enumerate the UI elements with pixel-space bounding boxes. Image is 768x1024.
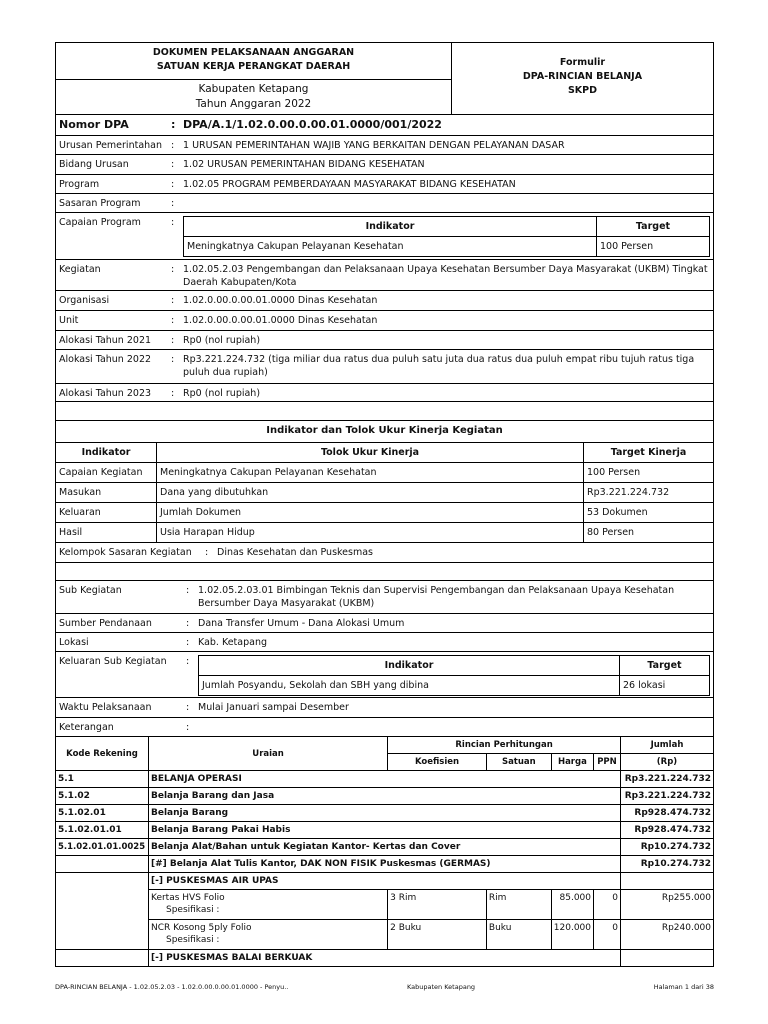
kinerja-indikator: Hasil (56, 523, 157, 543)
table-row (56, 463, 714, 483)
footer-page-number: Halaman 1 dari 38 (653, 983, 714, 991)
capaian-target: 100 Persen (597, 237, 710, 257)
kelompok-label: Kelompok Sasaran Kegiatan (59, 547, 192, 558)
keluaran-table (198, 655, 710, 696)
rek-uraian: Belanja Barang (148, 805, 620, 822)
keluaran-indikator: Jumlah Posyandu, Sekolah dan SBH yang dibina (199, 676, 620, 696)
table-row (56, 890, 714, 920)
sub-label: Sumber Pendanaan (59, 618, 152, 629)
header-right (452, 43, 713, 114)
info-colon: : (171, 159, 175, 170)
region-name: Kabupaten Ketapang (198, 83, 309, 95)
rek-item-jumlah: Rp240.000 (620, 920, 713, 950)
table-row (56, 839, 714, 856)
rek-kode (56, 950, 149, 967)
kinerja-target: Rp3.221.224.732 (584, 483, 714, 503)
kinerja-tolok: Usia Harapan Hidup (157, 523, 584, 543)
info-colon: : (186, 585, 190, 596)
table-row (56, 873, 714, 890)
keluaran-target: 26 lokasi (620, 676, 710, 696)
rek-col-jumlah: Jumlah (620, 737, 713, 754)
rek-col-kode: Kode Rekening (56, 737, 149, 771)
form-name-1: DPA-RINCIAN BELANJA (522, 71, 643, 82)
table-row (56, 788, 714, 805)
rek-col-satuan: Satuan (486, 754, 551, 771)
rek-jumlah: Rp3.221.224.732 (620, 771, 713, 788)
rek-jumlah: Rp3.221.224.732 (620, 788, 713, 805)
info-row (55, 194, 714, 213)
kelompok-value: Dinas Kesehatan dan Puskesmas (217, 547, 373, 558)
info-label: Organisasi (59, 295, 110, 306)
fiscal-year: Tahun Anggaran 2022 (195, 98, 312, 110)
table-row (56, 950, 714, 967)
capaian-col-indikator: Indikator (184, 217, 597, 237)
info-colon: : (171, 198, 175, 209)
info-label: Kegiatan (59, 264, 101, 275)
info-colon: : (171, 354, 175, 365)
keterangan-label: Keterangan (59, 722, 114, 733)
info-row (55, 311, 714, 331)
rek-item-harga: 85.000 (551, 890, 593, 920)
info-row (55, 350, 714, 384)
rek-col-rincian: Rincian Perhitungan (388, 737, 621, 754)
info-value: 1 URUSAN PEMERINTAHAN WAJIB YANG BERKAITAN DENGAN PELAYANAN DASAR (183, 140, 565, 151)
rek-jumlah (620, 873, 713, 890)
info-row (55, 155, 714, 175)
kinerja-col-indikator: Indikator (56, 443, 157, 463)
rek-uraian: Belanja Barang dan Jasa (148, 788, 620, 805)
sub-value: Kab. Ketapang (198, 637, 268, 648)
rek-item-name: NCR Kosong 5ply Folio (150, 923, 252, 933)
info-row (55, 175, 714, 194)
info-value: Rp0 (nol rupiah) (183, 388, 261, 399)
kinerja-table (55, 442, 714, 543)
info-label: Bidang Urusan (59, 159, 129, 170)
info-colon: : (171, 140, 175, 151)
kinerja-tolok: Dana yang dibutuhkan (157, 483, 584, 503)
kinerja-col-target: Target Kinerja (584, 443, 714, 463)
info-colon: : (171, 217, 175, 228)
table-row (56, 822, 714, 839)
header-left (56, 43, 452, 114)
table-row (56, 771, 714, 788)
capaian-program-table (183, 216, 710, 257)
info-colon: : (186, 702, 190, 713)
rek-kode: 5.1.02.01 (56, 805, 149, 822)
rek-section-label: [-] PUSKESMAS AIR UPAS (148, 873, 620, 890)
capaian-program-row (55, 213, 714, 260)
rek-item-uraian (148, 890, 387, 920)
keluaran-col-target: Target (620, 656, 710, 676)
rek-jumlah: Rp928.474.732 (620, 822, 713, 839)
nomor-dpa-row (55, 115, 714, 136)
rek-jumlah: Rp928.474.732 (620, 805, 713, 822)
keluaran-col-indikator: Indikator (199, 656, 620, 676)
nomor-dpa-value: DPA/A.1/1.02.0.00.0.00.01.0000/001/2022 (183, 118, 442, 131)
info-label: Alokasi Tahun 2022 (59, 354, 152, 365)
kinerja-target: 53 Dokumen (584, 503, 714, 523)
info-label: Sasaran Program (59, 198, 141, 209)
rek-uraian: [#] Belanja Alat Tulis Kantor, DAK NON FISIK Puskesmas (GERMAS) (148, 856, 620, 873)
doc-title-line-2: SATUAN KERJA PERANGKAT DAERAH (156, 61, 351, 72)
rek-item-jumlah: Rp255.000 (620, 890, 713, 920)
kinerja-tolok: Meningkatnya Cakupan Pelayanan Kesehatan (157, 463, 584, 483)
keluaran-label: Keluaran Sub Kegiatan (59, 656, 167, 667)
kinerja-target: 80 Persen (584, 523, 714, 543)
info-value: 1.02 URUSAN PEMERINTAHAN BIDANG KESEHATAN (183, 159, 425, 170)
rek-item-koefisien: 3 Rim (388, 890, 487, 920)
rek-item-ppn: 0 (594, 890, 621, 920)
rek-col-koefisien: Koefisien (388, 754, 487, 771)
info-value: 1.02.05 PROGRAM PEMBERDAYAAN MASYARAKAT BIDANG KESEHATAN (183, 179, 516, 190)
rek-item-harga: 120.000 (551, 920, 593, 950)
info-row (55, 136, 714, 155)
table-row (56, 920, 714, 950)
header-title-block (56, 43, 451, 80)
info-label: Urusan Pemerintahan (59, 140, 163, 151)
info-colon: : (171, 388, 175, 399)
table-row (56, 503, 714, 523)
keluaran-sub-kegiatan-row (55, 652, 714, 698)
kinerja-col-tolok: Tolok Ukur Kinerja (157, 443, 584, 463)
info-colon: : (186, 637, 190, 648)
info-colon: : (186, 618, 190, 629)
info-colon: : (186, 656, 190, 667)
info-row (55, 260, 714, 291)
table-row (56, 805, 714, 822)
rek-kode: 5.1 (56, 771, 149, 788)
rek-kode (56, 856, 149, 873)
info-value: Rp3.221.224.732 (tiga miliar dua ratus dua puluh satu juta dua ratus dua puluh empat ribu tujuh ratus tiga puluh dua rupiah) (183, 354, 695, 378)
rek-item-koefisien: 2 Buku (388, 920, 487, 950)
rek-item-uraian (148, 920, 387, 950)
rek-col-rp: (Rp) (620, 754, 713, 771)
rek-jumlah (620, 950, 713, 967)
capaian-indikator: Meningkatnya Cakupan Pelayanan Kesehatan (184, 237, 597, 257)
info-value: Rp0 (nol rupiah) (183, 335, 261, 346)
rek-kode (56, 873, 149, 890)
kelompok-sasaran-row (55, 543, 714, 563)
footer-center: Kabupaten Ketapang (407, 983, 476, 991)
info-row (55, 384, 714, 402)
info-colon: : (171, 315, 175, 326)
spacer-row (55, 402, 714, 421)
capaian-col-target: Target (597, 217, 710, 237)
kinerja-indikator: Masukan (56, 483, 157, 503)
info-colon: : (171, 179, 175, 190)
document-header (55, 42, 714, 115)
info-colon: : (171, 295, 175, 306)
info-value: 1.02.0.00.0.00.01.0000 Dinas Kesehatan (183, 295, 378, 306)
info-colon: : (171, 264, 175, 275)
info-label: Program (59, 179, 100, 190)
rek-col-uraian: Uraian (148, 737, 387, 771)
header-region-block (56, 80, 451, 112)
sub-value: 1.02.05.2.03.01 Bimbingan Teknis dan Supervisi Pengembangan dan Pelaksanaan Upaya Kesehatan Bersumber Daya Masyarakat (UKBM) (198, 585, 675, 609)
waktu-value: Mulai Januari sampai Desember (198, 702, 349, 713)
info-row (55, 331, 714, 350)
rek-kode: 5.1.02 (56, 788, 149, 805)
capaian-program-label: Capaian Program (59, 217, 141, 228)
rek-section-label: [-] PUSKESMAS BALAI BERKUAK (148, 950, 620, 967)
rek-kode (56, 890, 149, 920)
nomor-dpa-label: Nomor DPA (59, 118, 129, 131)
sub-kegiatan-row (55, 633, 714, 652)
rekening-table (55, 736, 714, 967)
waktu-row (55, 698, 714, 718)
rek-jumlah: Rp10.274.732 (620, 839, 713, 856)
rek-item-name: Kertas HVS Folio (150, 893, 225, 903)
kinerja-target: 100 Persen (584, 463, 714, 483)
table-row (56, 523, 714, 543)
sub-label: Lokasi (59, 637, 89, 648)
rek-uraian: BELANJA OPERASI (148, 771, 620, 788)
info-value: 1.02.0.00.0.00.01.0000 Dinas Kesehatan (183, 315, 378, 326)
footer-left: DPA-RINCIAN BELANJA - 1.02.05.2.03 - 1.02.0.00.0.00.01.0000 - Penyu.. (55, 983, 289, 991)
rek-kode: 5.1.02.01.01 (56, 822, 149, 839)
info-value: 1.02.05.2.03 Pengembangan dan Pelaksanaan Upaya Kesehatan Bersumber Daya Masyarakat (UKBM) Tingkat Daerah Kabupaten/Kota (183, 264, 708, 288)
dpa-document (55, 42, 714, 967)
info-colon: : (171, 335, 175, 346)
table-row (56, 856, 714, 873)
sub-value: Dana Transfer Umum - Dana Alokasi Umum (198, 618, 405, 629)
info-colon: : (186, 722, 190, 733)
rek-item-satuan: Buku (486, 920, 551, 950)
form-label: Formulir (559, 57, 606, 68)
nomor-dpa-colon: : (171, 118, 176, 131)
page-footer (55, 983, 714, 991)
sub-label: Sub Kegiatan (59, 585, 122, 596)
sub-kegiatan-row (55, 581, 714, 614)
kinerja-indikator: Keluaran (56, 503, 157, 523)
doc-title-line-1: DOKUMEN PELAKSANAAN ANGGARAN (152, 47, 355, 58)
rek-item-spec: Spesifikasi : (165, 935, 220, 945)
info-label: Alokasi Tahun 2023 (59, 388, 152, 399)
info-colon: : (205, 547, 209, 558)
rek-item-spec: Spesifikasi : (165, 905, 220, 915)
kinerja-indikator: Capaian Kegiatan (56, 463, 157, 483)
rek-uraian: Belanja Alat/Bahan untuk Kegiatan Kantor- Kertas dan Cover (148, 839, 620, 856)
table-row (56, 483, 714, 503)
sub-kegiatan-row (55, 614, 714, 633)
rek-item-ppn: 0 (594, 920, 621, 950)
kinerja-title: Indikator dan Tolok Ukur Kinerja Kegiatan (266, 425, 503, 436)
kinerja-title-row (55, 421, 714, 443)
rek-col-harga: Harga (551, 754, 593, 771)
rek-uraian: Belanja Barang Pakai Habis (148, 822, 620, 839)
keterangan-row (55, 718, 714, 737)
rek-kode: 5.1.02.01.01.0025 (56, 839, 149, 856)
waktu-label: Waktu Pelaksanaan (59, 702, 152, 713)
rek-jumlah: Rp10.274.732 (620, 856, 713, 873)
rek-item-satuan: Rim (486, 890, 551, 920)
form-name-2: SKPD (567, 85, 598, 96)
info-label: Alokasi Tahun 2021 (59, 335, 152, 346)
kinerja-tolok: Jumlah Dokumen (157, 503, 584, 523)
rek-kode (56, 920, 149, 950)
spacer-row (55, 563, 714, 581)
rek-col-ppn: PPN (594, 754, 621, 771)
info-row (55, 291, 714, 311)
info-label: Unit (59, 315, 79, 326)
